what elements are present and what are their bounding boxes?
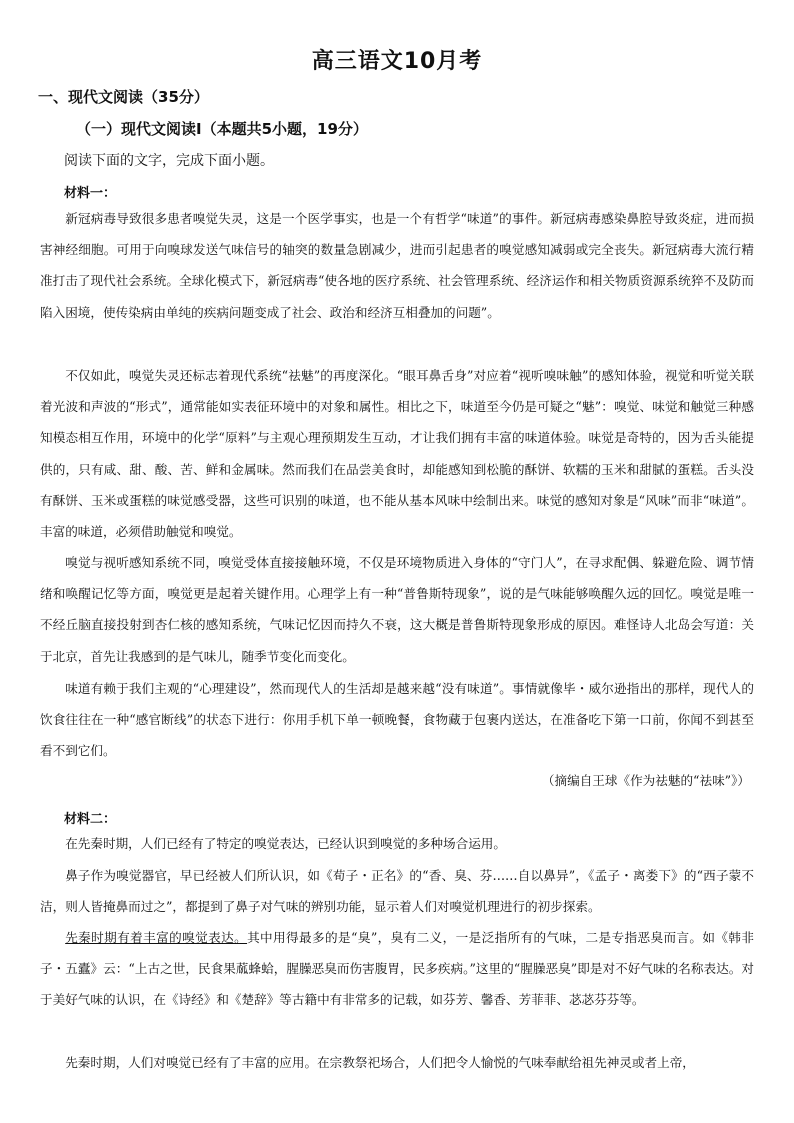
- material-one-paragraph-1: 新冠病毒导致很多患者嗅觉失灵，这是一个医学事实，也是一个有哲学“味道”的事件。新冠病毒感染鼻腔导致炎症，进而损害神经细胞。可用于向嗅球发送气味信号的轴突的数量急剧减少，进而引起患者的嗅觉感知减弱或完全丧失。新冠病毒大流行精准打击了现代社会系统。全球化模式下，新冠病毒“使各地的医疗系统、社会管理系统、经济运作和相关物质资源系统猝不及防而陷入困境，使传染病由单纯的疾病问题变成了社会、政治和经济互相叠加的问题”。: [40, 211, 754, 320]
- reading-instruction: 阅读下面的文字，完成下面小题。: [64, 153, 274, 169]
- material-two-paragraph-3: [40, 922, 754, 1016]
- paragraph-continuation: 其中用得最多的是“臭”，臭有二义，一是泛指所有的气味，二是专指恶臭而言。如《韩非子・五蠹》云：“上古之世，民食果蓏蜂蛤，腥臊恶臭而伤害腹胃，民多疾病。”这里的“腥臊恶臭”即是对不好气味的名称表达。对于美好气味的认识，在《诗经》和《楚辞》等古籍中有非常多的记载，如芬芳、馨香、芳菲菲、苾苾芬芬等。: [40, 930, 754, 1008]
- material-one-paragraph-4: 味道有赖于我们主观的“心理建设”，然而现代人的生活却是越来越“没有味道”。事情就像毕・威尔逊指出的那样，现代人的饮食往往在一种“感官断线”的状态下进行：你用手机下单一顿晚餐，食物藏于包裹内送达，在准备吃下第一口前，你闻不到甚至看不到它们。: [40, 681, 754, 759]
- material-two-paragraph-1: 在先秦时期，人们已经有了特定的嗅觉表达，已经认识到嗅觉的多种场合运用。: [65, 836, 506, 851]
- material-one-paragraph-2: 不仅如此，嗅觉失灵还标志着现代系统“祛魅”的再度深化。“眼耳鼻舌身”对应着“视听嗅味触”的感知体验，视觉和听觉关联着光波和声波的“形式”，通常能如实表征环境中的对象和属性。相比之下，味道至今仍是可疑之“魅”：嗅觉、味觉和触觉三种感知模态相互作用，环境中的化学“原料”与主观心理预期发生互动，才让我们拥有丰富的味道体验。味觉是奇特的，因为舌头能提供的，只有咸、甜、酸、苦、鲜和金属味。然而我们在品尝美食时，却能感知到松脆的酥饼、软糯的玉米和甜腻的蛋糕。舌头没有酥饼、玉米或蛋糕的味觉感受器，这些可识别的味道，也不能从基本风味中绘制出来。味觉的感知对象是“风味”而非“味道”。丰富的味道，必须借助触觉和嗅觉。: [40, 368, 754, 540]
- section-heading: 一、现代文阅读（35分）: [38, 88, 209, 106]
- material-two-paragraph-2: 鼻子作为嗅觉器官，早已经被人们所认识，如《荀子・正名》的“香、臭、芬……自以鼻异”，《孟子・离娄下》的“西子蒙不洁，则人皆掩鼻而过之”，都提到了鼻子对气味的辨别功能，显示着人们对嗅觉机理进行的初步探索。: [40, 868, 754, 915]
- underlined-key-sentence: 先秦时期有着丰富的嗅觉表达。: [65, 930, 248, 945]
- material-two-label: 材料二：: [64, 812, 117, 827]
- exam-title: 高三语文10月考: [311, 49, 483, 74]
- material-one-paragraph-3: 嗅觉与视听感知系统不同，嗅觉受体直接接触环境，不仅是环境物质进入身体的“守门人”，在寻求配偶、躲避危险、调节情绪和唤醒记忆等方面，嗅觉更是起着关键作用。心理学上有一种“普鲁斯特现象”，说的是气味能够唤醒久远的回忆。嗅觉是唯一不经丘脑直接投射到杏仁核的感知系统，气味记忆因而持久不衰，这大概是普鲁斯特现象形成的原因。难怪诗人北岛会写道：关于北京，首先让我感到的是气味儿，随季节变化而变化。: [40, 555, 754, 664]
- subsection-heading: （一）现代文阅读Ⅰ（本题共5小题，19分）: [76, 120, 368, 138]
- material-two-paragraph-4: 先秦时期，人们对嗅觉已经有了丰富的应用。在宗教祭祀场合，人们把令人愉悦的气味奉献给祖先神灵或者上帝，: [65, 1055, 695, 1070]
- material-one-source: （摘编自王球《作为祛魅的“祛味”》）: [541, 773, 750, 788]
- material-one-label: 材料一：: [64, 186, 117, 201]
